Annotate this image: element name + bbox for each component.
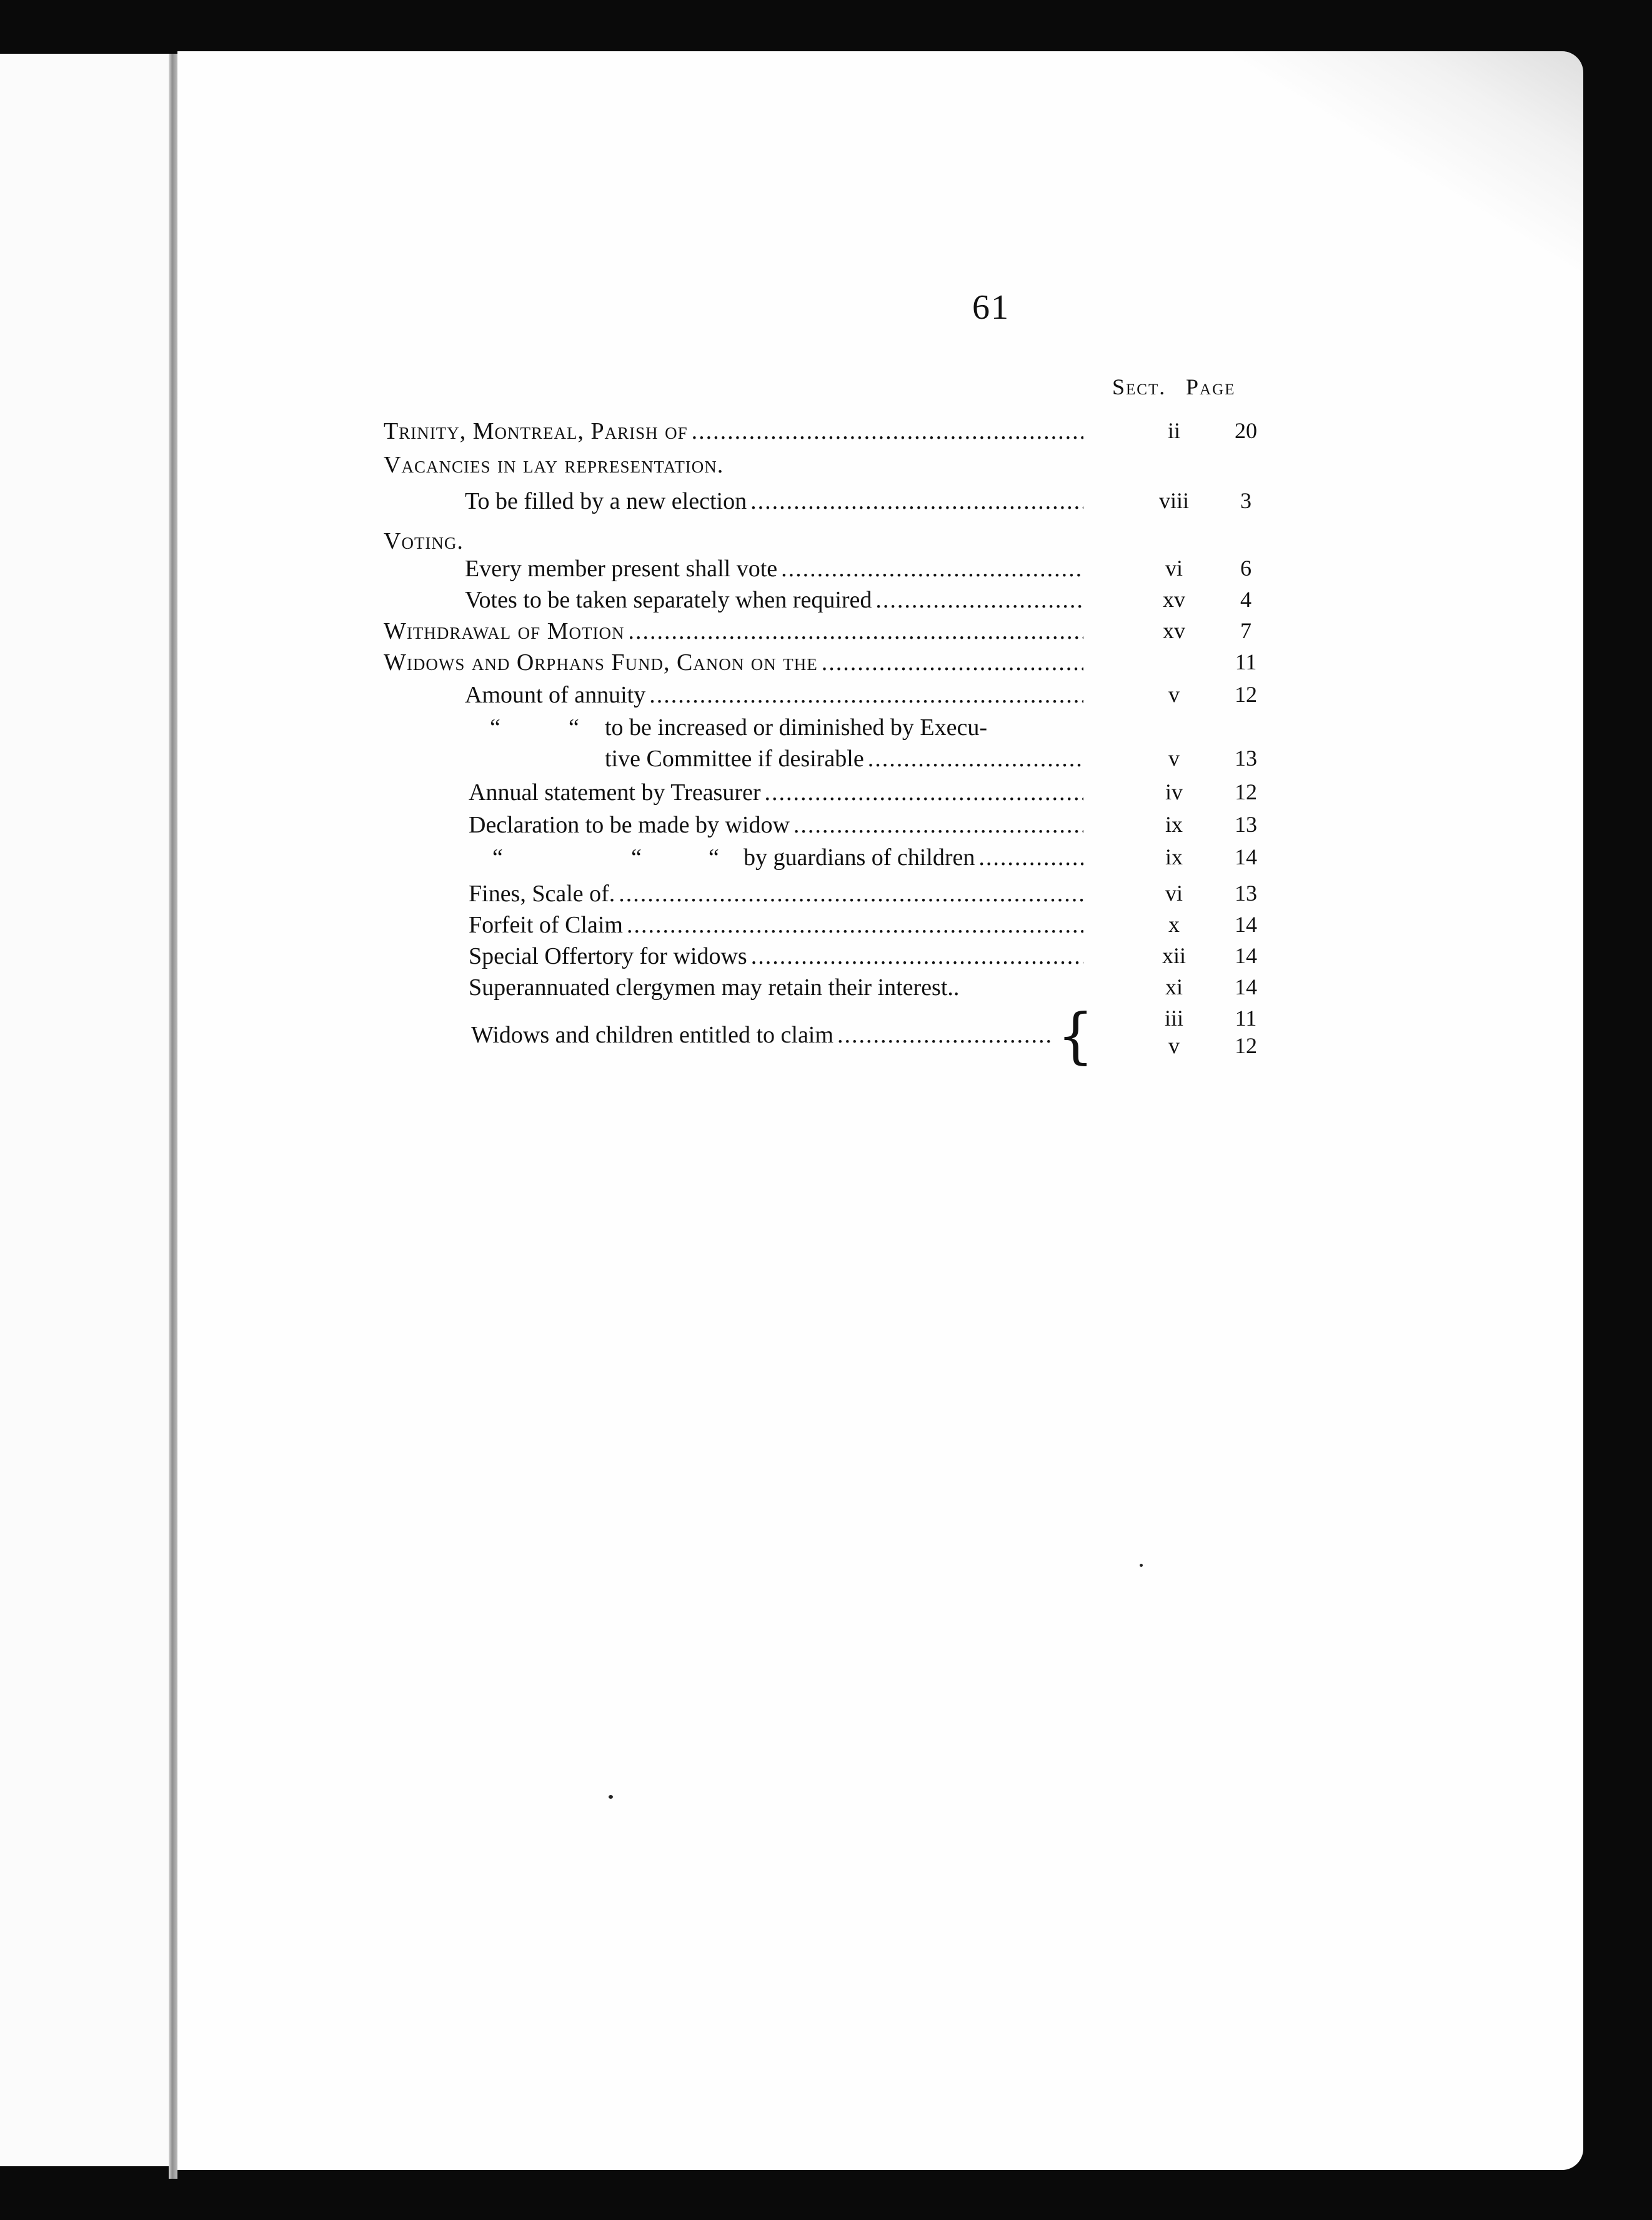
section-number: xv xyxy=(1163,618,1185,643)
section-number: ii xyxy=(1167,418,1180,443)
index-page xyxy=(177,51,1583,2170)
index-row xyxy=(177,555,1583,586)
index-entry xyxy=(384,649,1083,676)
page-ref: 6 xyxy=(1240,556,1251,581)
index-row xyxy=(177,844,1583,875)
index-heading xyxy=(384,528,1083,555)
page-ref: 12 xyxy=(1235,682,1257,707)
index-row xyxy=(177,911,1583,942)
page-ref: 12 xyxy=(1235,1033,1257,1058)
entry-text: Amount of annuity xyxy=(465,682,646,708)
dot-leader xyxy=(619,880,1083,908)
entry-text: tive Committee if desirable xyxy=(605,746,864,772)
index-entry xyxy=(465,488,1083,515)
index-entry xyxy=(384,418,1083,445)
entry-text: Widows and Orphans Fund, Canon on the xyxy=(384,649,818,676)
dot-leader xyxy=(794,811,1083,839)
left-facing-page xyxy=(0,54,169,2166)
index-entry xyxy=(465,555,1083,582)
entry-text: Voting. xyxy=(384,528,464,554)
entry-text: to be increased or diminished by Execu- xyxy=(605,714,988,741)
section-number: x xyxy=(1168,912,1180,937)
dot-leader xyxy=(868,745,1083,772)
index-row xyxy=(177,714,1583,745)
page-number: 61 xyxy=(972,288,1010,327)
section-number: viii xyxy=(1158,488,1189,513)
index-row xyxy=(177,618,1583,649)
page-corner-stain xyxy=(1233,51,1583,339)
page-ref: 13 xyxy=(1235,812,1257,837)
index-entry xyxy=(469,942,1083,970)
ditto-mark: “ xyxy=(569,714,579,741)
index-entry xyxy=(469,811,1083,839)
page-ref: 4 xyxy=(1240,587,1251,612)
book-gutter xyxy=(169,54,177,2179)
entry-text: Fines, Scale of. xyxy=(469,881,615,907)
entry-text: Special Offertory for widows xyxy=(469,943,747,969)
ditto-mark: “ xyxy=(631,844,642,871)
dot-leader xyxy=(765,779,1083,806)
section-number: iii xyxy=(1164,1006,1183,1031)
index-entry xyxy=(469,779,1083,806)
index-entry xyxy=(744,844,1083,871)
page-ref: 14 xyxy=(1235,844,1257,869)
index-row xyxy=(177,1005,1583,1036)
section-number: xv xyxy=(1163,587,1185,612)
index-row xyxy=(177,811,1583,842)
page-ref: 14 xyxy=(1235,974,1257,999)
dot-leader xyxy=(875,586,1083,614)
page-ref: 14 xyxy=(1235,943,1257,968)
page-ref: 12 xyxy=(1235,779,1257,804)
ditto-mark: “ xyxy=(490,714,500,741)
ditto-mark: “ xyxy=(709,844,719,871)
dot-leader xyxy=(692,418,1083,445)
entry-text: Declaration to be made by widow xyxy=(469,812,790,838)
dot-leader xyxy=(627,911,1083,939)
index-row xyxy=(177,451,1583,482)
section-number: ix xyxy=(1165,844,1183,869)
page-ref: 20 xyxy=(1235,418,1257,443)
index-row xyxy=(177,649,1583,680)
entry-text: by guardians of children xyxy=(744,844,975,871)
column-header-sect: Sect. xyxy=(1112,374,1167,399)
scan-speck xyxy=(609,1795,613,1799)
index-row xyxy=(177,528,1583,559)
page-ref: 7 xyxy=(1240,618,1251,643)
brace-mark: { xyxy=(1057,1001,1094,1071)
section-number: xi xyxy=(1165,974,1183,999)
index-entry xyxy=(605,745,1083,772)
section-number: vi xyxy=(1165,881,1183,906)
entry-text: Vacancies in lay representation. xyxy=(384,452,724,478)
entry-text: Votes to be taken separately when required xyxy=(465,587,872,613)
section-number: vi xyxy=(1165,556,1183,581)
index-row xyxy=(177,974,1583,1005)
index-entry xyxy=(465,586,1083,614)
section-number: ix xyxy=(1165,812,1183,837)
section-number: v xyxy=(1168,682,1180,707)
section-number: iv xyxy=(1165,779,1183,804)
index-row xyxy=(177,880,1583,911)
entry-text: Forfeit of Claim xyxy=(469,912,623,938)
entry-text: Every member present shall vote xyxy=(465,556,778,582)
index-row xyxy=(177,942,1583,974)
index-entry xyxy=(469,911,1083,939)
column-header-page: Page xyxy=(1186,374,1236,399)
entry-text: Widows and children entitled to claim xyxy=(471,1022,833,1048)
index-row xyxy=(177,586,1583,618)
index-row xyxy=(177,1032,1583,1064)
index-entry xyxy=(465,681,1083,709)
dot-leader xyxy=(750,488,1083,515)
index-entry xyxy=(384,618,1083,645)
section-number: v xyxy=(1168,1033,1180,1058)
section-number: xii xyxy=(1162,943,1186,968)
scan-speck xyxy=(1140,1564,1143,1567)
entry-text: To be filled by a new election xyxy=(465,488,747,514)
page-ref: 14 xyxy=(1235,912,1257,937)
entry-text: Trinity, Montreal, Parish of xyxy=(384,418,688,444)
entry-text: Superannuated clergymen may retain their interest.. xyxy=(469,974,960,1001)
page-ref: 13 xyxy=(1235,746,1257,771)
dot-leader xyxy=(649,681,1083,709)
entry-text: Withdrawal of Motion xyxy=(384,618,625,644)
index-entry xyxy=(469,880,1083,908)
index-row xyxy=(177,779,1583,810)
section-number: v xyxy=(1168,746,1180,771)
index-row xyxy=(177,681,1583,712)
ditto-mark: “ xyxy=(492,844,503,871)
index-row xyxy=(177,418,1583,449)
page-ref: 13 xyxy=(1235,881,1257,906)
index-row xyxy=(177,745,1583,776)
dot-leader xyxy=(751,942,1083,970)
index-heading xyxy=(384,451,1083,479)
page-ref: 11 xyxy=(1235,1006,1257,1031)
page-ref: 3 xyxy=(1240,488,1251,513)
entry-text: Annual statement by Treasurer xyxy=(469,779,761,806)
dot-leader xyxy=(822,649,1083,676)
dot-leader xyxy=(781,555,1083,582)
dot-leader xyxy=(978,844,1083,871)
index-row xyxy=(177,488,1583,519)
page-ref: 11 xyxy=(1235,649,1257,674)
dot-leader xyxy=(628,618,1083,645)
index-entry xyxy=(469,974,1083,1001)
